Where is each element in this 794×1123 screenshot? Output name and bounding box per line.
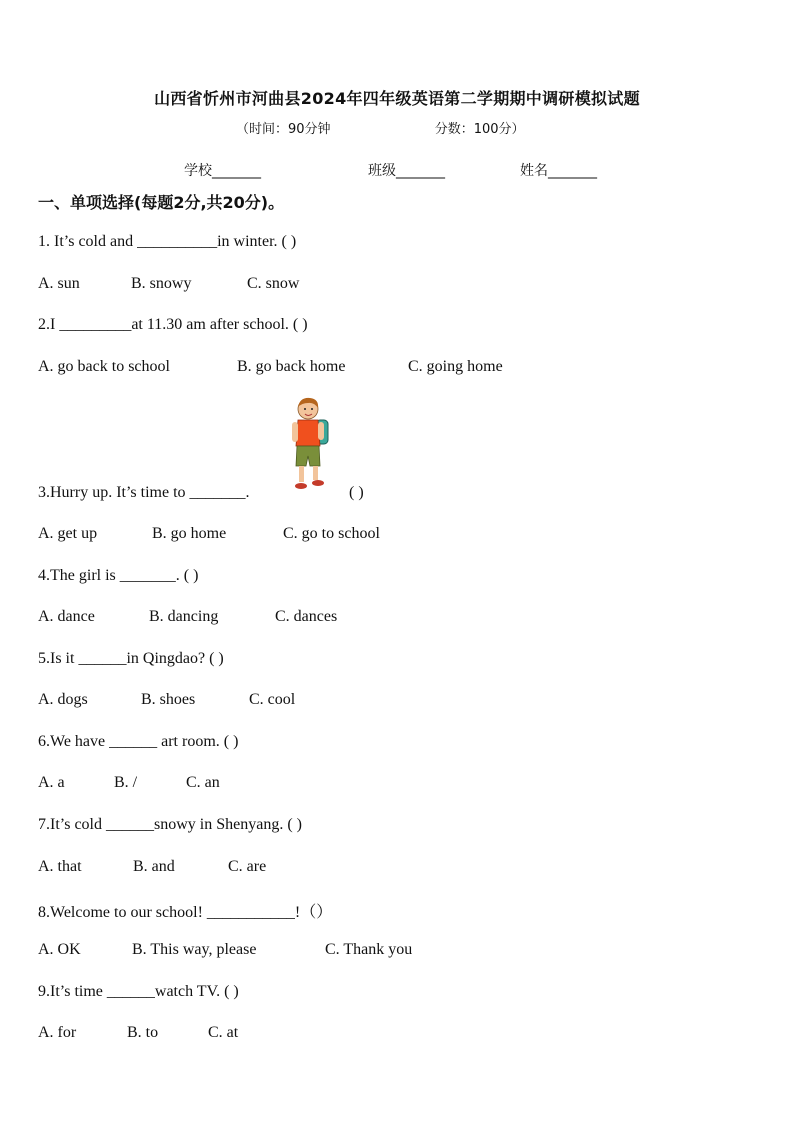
question-1: 1. It’s cold and __________in winter. ( ) <box>38 233 297 250</box>
question-6: 6.We have ______ art room. ( ) <box>38 733 239 750</box>
q6-option-c[interactable]: C. an <box>186 774 220 791</box>
question-4: 4.The girl is _______. ( ) <box>38 567 199 584</box>
class-field[interactable]: 班级_______ <box>368 163 445 179</box>
question-2: 2.I _________at 11.30 am after school. ( ) <box>38 316 308 333</box>
q3-answer-blank[interactable]: ( ) <box>349 484 364 501</box>
question-7: 7.It’s cold ______snowy in Shenyang. ( ) <box>38 816 302 833</box>
score-note: 分数：100分） <box>434 122 525 137</box>
q7-option-b[interactable]: B. and <box>133 858 175 875</box>
q9-option-b[interactable]: B. to <box>127 1024 159 1041</box>
question-8: 8.Welcome to our school! ___________!（） <box>38 904 333 921</box>
q4-option-a[interactable]: A. dance <box>38 608 95 625</box>
name-field[interactable]: 姓名_______ <box>520 163 597 179</box>
q2-option-c[interactable]: C. going home <box>408 358 503 375</box>
exam-info <box>236 118 525 137</box>
q3-option-a[interactable]: A. get up <box>38 525 98 542</box>
section-heading: 一、单项选择(每题2分,共20分)。 <box>38 193 285 212</box>
q6-option-b[interactable]: B. / <box>114 774 138 791</box>
q4-option-b[interactable]: B. dancing <box>149 608 219 625</box>
q9-option-c[interactable]: C. at <box>208 1024 239 1041</box>
q1-option-c[interactable]: C. snow <box>247 275 300 292</box>
q5-option-b[interactable]: B. shoes <box>141 691 196 708</box>
q1-option-b[interactable]: B. snowy <box>131 275 192 292</box>
boy-with-backpack-illustration <box>286 396 336 496</box>
q2-option-b[interactable]: B. go back home <box>237 358 346 375</box>
question-3: 3.Hurry up. It’s time to _______. <box>38 484 250 501</box>
q9-option-a[interactable]: A. for <box>38 1024 77 1041</box>
q3-option-b[interactable]: B. go home <box>152 525 227 542</box>
q5-option-c[interactable]: C. cool <box>249 691 296 708</box>
q8-option-b[interactable]: B. This way, please <box>132 941 257 958</box>
q3-option-c[interactable]: C. go to school <box>283 525 380 542</box>
q4-option-c[interactable]: C. dances <box>275 608 338 625</box>
time-note: （时间：90分钟 <box>236 122 331 137</box>
question-9: 9.It’s time ______watch TV. ( ) <box>38 983 239 1000</box>
page-title: 山西省忻州市河曲县2024年四年级英语第二学期期中调研模拟试题 <box>154 89 640 108</box>
question-5: 5.Is it ______in Qingdao? ( ) <box>38 650 224 667</box>
q7-option-c[interactable]: C. are <box>228 858 267 875</box>
q6-option-a[interactable]: A. a <box>38 774 65 791</box>
q8-option-c[interactable]: C. Thank you <box>325 941 413 958</box>
q8-option-a[interactable]: A. OK <box>38 941 81 958</box>
q1-option-a[interactable]: A. sun <box>38 275 80 292</box>
school-field[interactable]: 学校_______ <box>184 163 261 179</box>
q2-option-a[interactable]: A. go back to school <box>38 358 170 375</box>
q5-option-a[interactable]: A. dogs <box>38 691 88 708</box>
q7-option-a[interactable]: A. that <box>38 858 82 875</box>
